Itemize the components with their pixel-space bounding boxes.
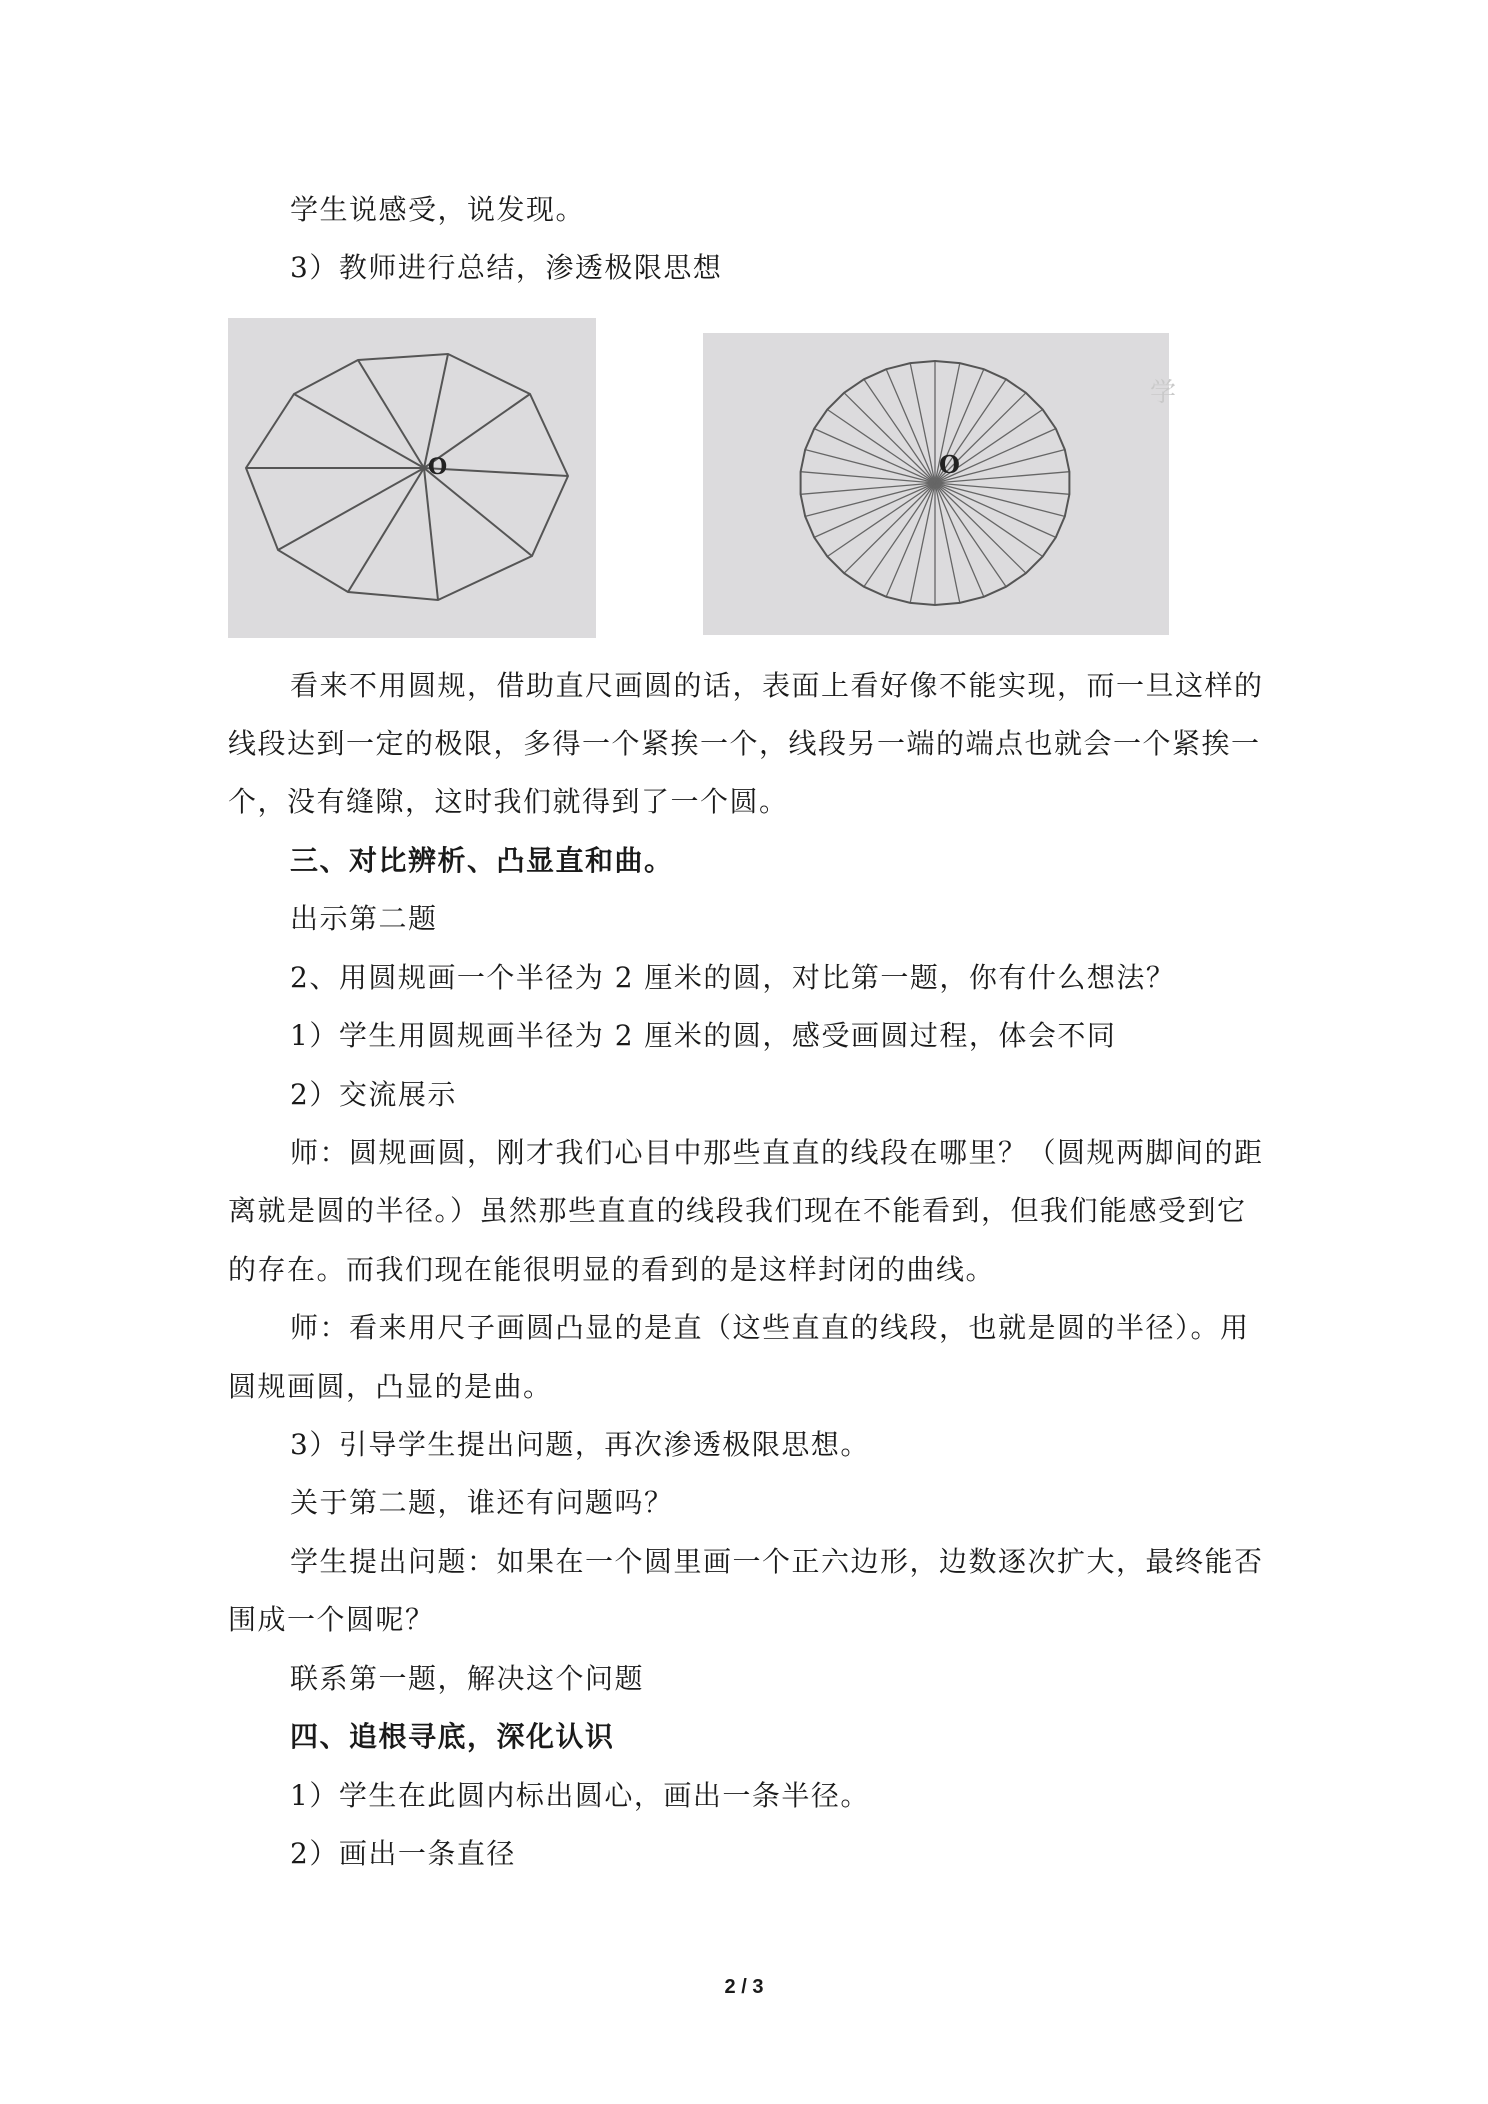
center-label: O [939, 450, 960, 479]
paragraph: 2）交流展示 [290, 1078, 457, 1111]
paragraph: 2、用圆规画一个半径为 2 厘米的圆，对比第一题，你有什么想法？ [290, 961, 1176, 994]
polygon-circle-figure [703, 333, 1169, 635]
paragraph: 关于第二题，谁还有问题吗？ [290, 1486, 674, 1519]
paragraph: 1）学生在此圆内标出圆心，画出一条半径。 [290, 1779, 870, 1812]
paragraph: 线段达到一定的极限，多得一个紧挨一个，线段另一端的端点也就会一个紧挨一 [228, 727, 1261, 760]
octagon-figure [228, 318, 596, 638]
paragraph: 学生提出问题：如果在一个圆里画一个正六边形，边数逐次扩大，最终能否 [290, 1545, 1264, 1578]
page-number: 2 / 3 [724, 1976, 764, 1998]
paragraph: 离就是圆的半径。）虽然那些直直的线段我们现在不能看到，但我们能感受到它 [228, 1194, 1247, 1227]
paragraph: 2）画出一条直径 [290, 1837, 516, 1870]
paragraph: 看来不用圆规，借助直尺画圆的话，表面上看好像不能实现，而一旦这样的 [290, 669, 1264, 702]
octagon-drawing [228, 318, 596, 638]
section-heading: 三、对比辨析、凸显直和曲。 [290, 844, 674, 877]
paragraph: 个，没有缝隙，这时我们就得到了一个圆。 [228, 785, 789, 818]
paragraph: 围成一个圆呢？ [228, 1603, 435, 1636]
paragraph: 学生说感受，说发现。 [290, 193, 586, 226]
radius-line [935, 483, 1026, 573]
paragraph: 的存在。而我们现在能很明显的看到的是这样封闭的曲线。 [228, 1253, 996, 1286]
paragraph: 出示第二题 [290, 902, 438, 935]
paragraph: 3）教师进行总结，渗透极限思想 [290, 251, 723, 284]
polygon-circle-drawing [703, 333, 1169, 635]
radius-line [844, 483, 935, 573]
paragraph: 师：看来用尺子画圆凸显的是直（这些直直的线段，也就是圆的半径）。用 [290, 1311, 1250, 1344]
paragraph: 3）引导学生提出问题，再次渗透极限思想。 [290, 1428, 870, 1461]
radius-line [844, 393, 935, 483]
section-heading: 四、追根寻底，深化认识 [290, 1720, 615, 1753]
center-label: O [428, 454, 448, 480]
paragraph: 师：圆规画圆，刚才我们心目中那些直直的线段在哪里？（圆规两脚间的距 [290, 1136, 1264, 1169]
paragraph: 联系第一题，解决这个问题 [290, 1662, 645, 1695]
paragraph: 1）学生用圆规画半径为 2 厘米的圆，感受画圆过程，体会不同 [290, 1019, 1117, 1052]
paragraph: 圆规画圆，凸显的是曲。 [228, 1370, 553, 1403]
margin-glyph: 学 [1150, 378, 1177, 408]
